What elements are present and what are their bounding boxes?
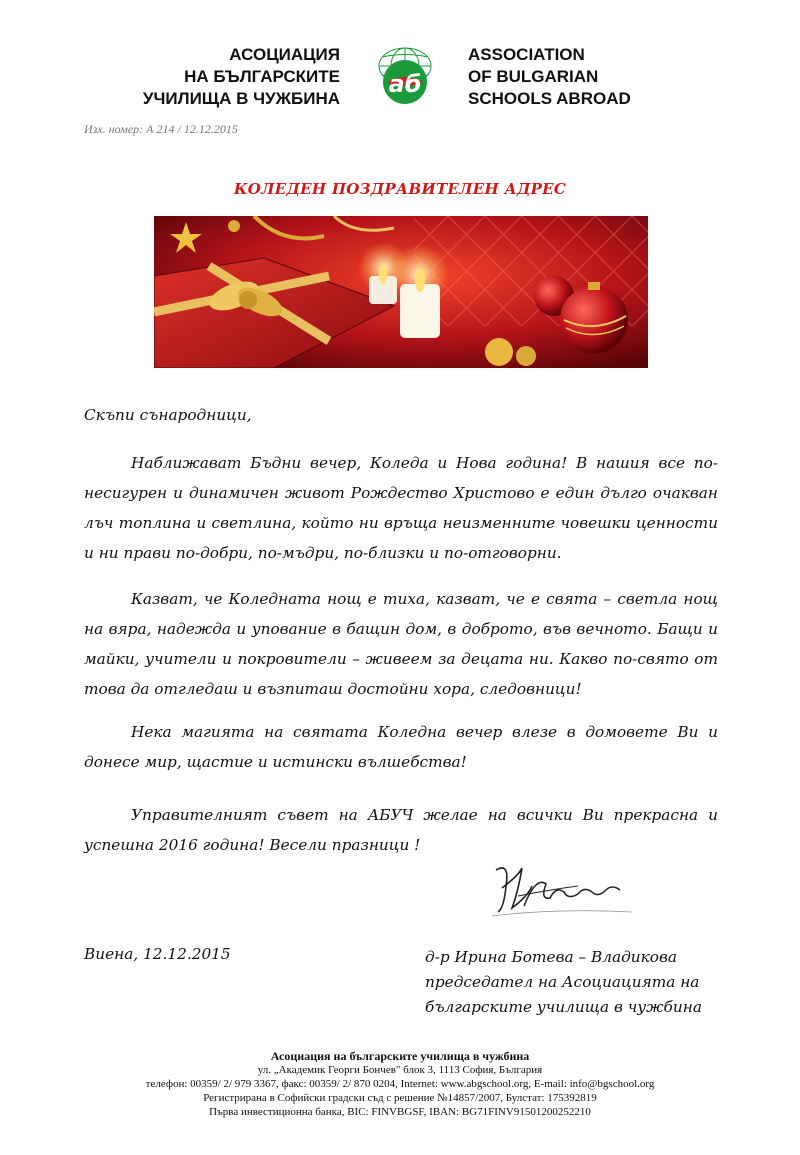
christmas-banner-image	[154, 216, 648, 368]
paragraph-text: Наближават Бъдни вечер, Коледа и Нова година! В нашия все по-несигурен и динамичен живот Рождество Христово е един дълго очакван лъч топлина и светлина, който ни връща неизменните човешки ценности и ни прави по-добри, по-мъдри, по-близки и по-отговорни.	[84, 454, 718, 562]
document-title: КОЛЕДЕН ПОЗДРАВИТЕЛЕН АДРЕС	[233, 180, 567, 198]
header-en-line: OF BULGARIAN	[468, 67, 599, 86]
header-english-name	[468, 44, 631, 110]
footer	[0, 1049, 800, 1119]
footer-bank: Първа инвестиционна банка, BIC: FINVBGSF, IBAN: BG71FINV91501200252210	[209, 1106, 591, 1118]
logo-lettering: аб	[388, 70, 422, 98]
footer-registration: Регистрирана в Софийски градски съд с решение №14857/2007, Булстат: 175392819	[203, 1092, 597, 1104]
header-bg-line: УЧИЛИЩА В ЧУЖБИНА	[142, 89, 340, 108]
signer-block	[425, 945, 702, 1020]
signer-name: д-р Ирина Ботева – Владикова	[425, 948, 677, 966]
footer-address: ул. „Академик Георги Бончев" блок 3, 1113 София, България	[257, 1064, 543, 1076]
signer-position: председател на Асоциацията на	[425, 973, 700, 991]
footer-org-name: Асоциация на българските училища в чужбина	[270, 1049, 530, 1063]
letter-paragraph	[84, 448, 718, 568]
place-and-date: Виена, 12.12.2015	[84, 945, 231, 963]
greeting: Скъпи сънародници,	[84, 406, 252, 424]
paragraph-text: Казват, че Коледната нощ е тиха, казват, че е свята – светла нощ на вяра, надежда и упование в бащин дом, в доброто, във вечното. Бащи и майки, учители и покровители – живеем за децата ни. Какво по-свято от това да отгледаш и възпиташ достойни хора, следовници!	[84, 590, 718, 698]
paragraph-text: Нека магията на святата Коледна вечер влезе в домовете Ви и донесе мир, щастие и истински вълшебства!	[84, 723, 718, 771]
reference-number: Изх. номер: А 214 / 12.12.2015	[84, 122, 238, 136]
letter-paragraph	[84, 800, 718, 860]
header-en-line: ASSOCIATION	[468, 45, 585, 64]
header-en-line: SCHOOLS ABROAD	[468, 89, 631, 108]
paragraph-text: Управителният съвет на АБУЧ желае на всички Ви прекрасна и успешна 2016 година! Весели празници !	[84, 806, 718, 854]
header-bulgarian-name	[143, 44, 340, 110]
signer-organization: българските училища в чужбина	[425, 998, 702, 1016]
header-bg-line: НА БЪЛГАРСКИТЕ	[184, 67, 340, 86]
association-logo	[373, 42, 437, 106]
handwritten-signature	[488, 856, 636, 922]
footer-contacts: телефон: 00359/ 2/ 979 3367, факс: 00359/ 2/ 870 0204, Internet: www.abgschool.org, E-mail: info@bgschool.org	[145, 1078, 655, 1090]
header-bg-line: АСОЦИАЦИЯ	[229, 45, 340, 64]
letter-paragraph	[84, 717, 718, 777]
letter-paragraph	[84, 584, 718, 704]
